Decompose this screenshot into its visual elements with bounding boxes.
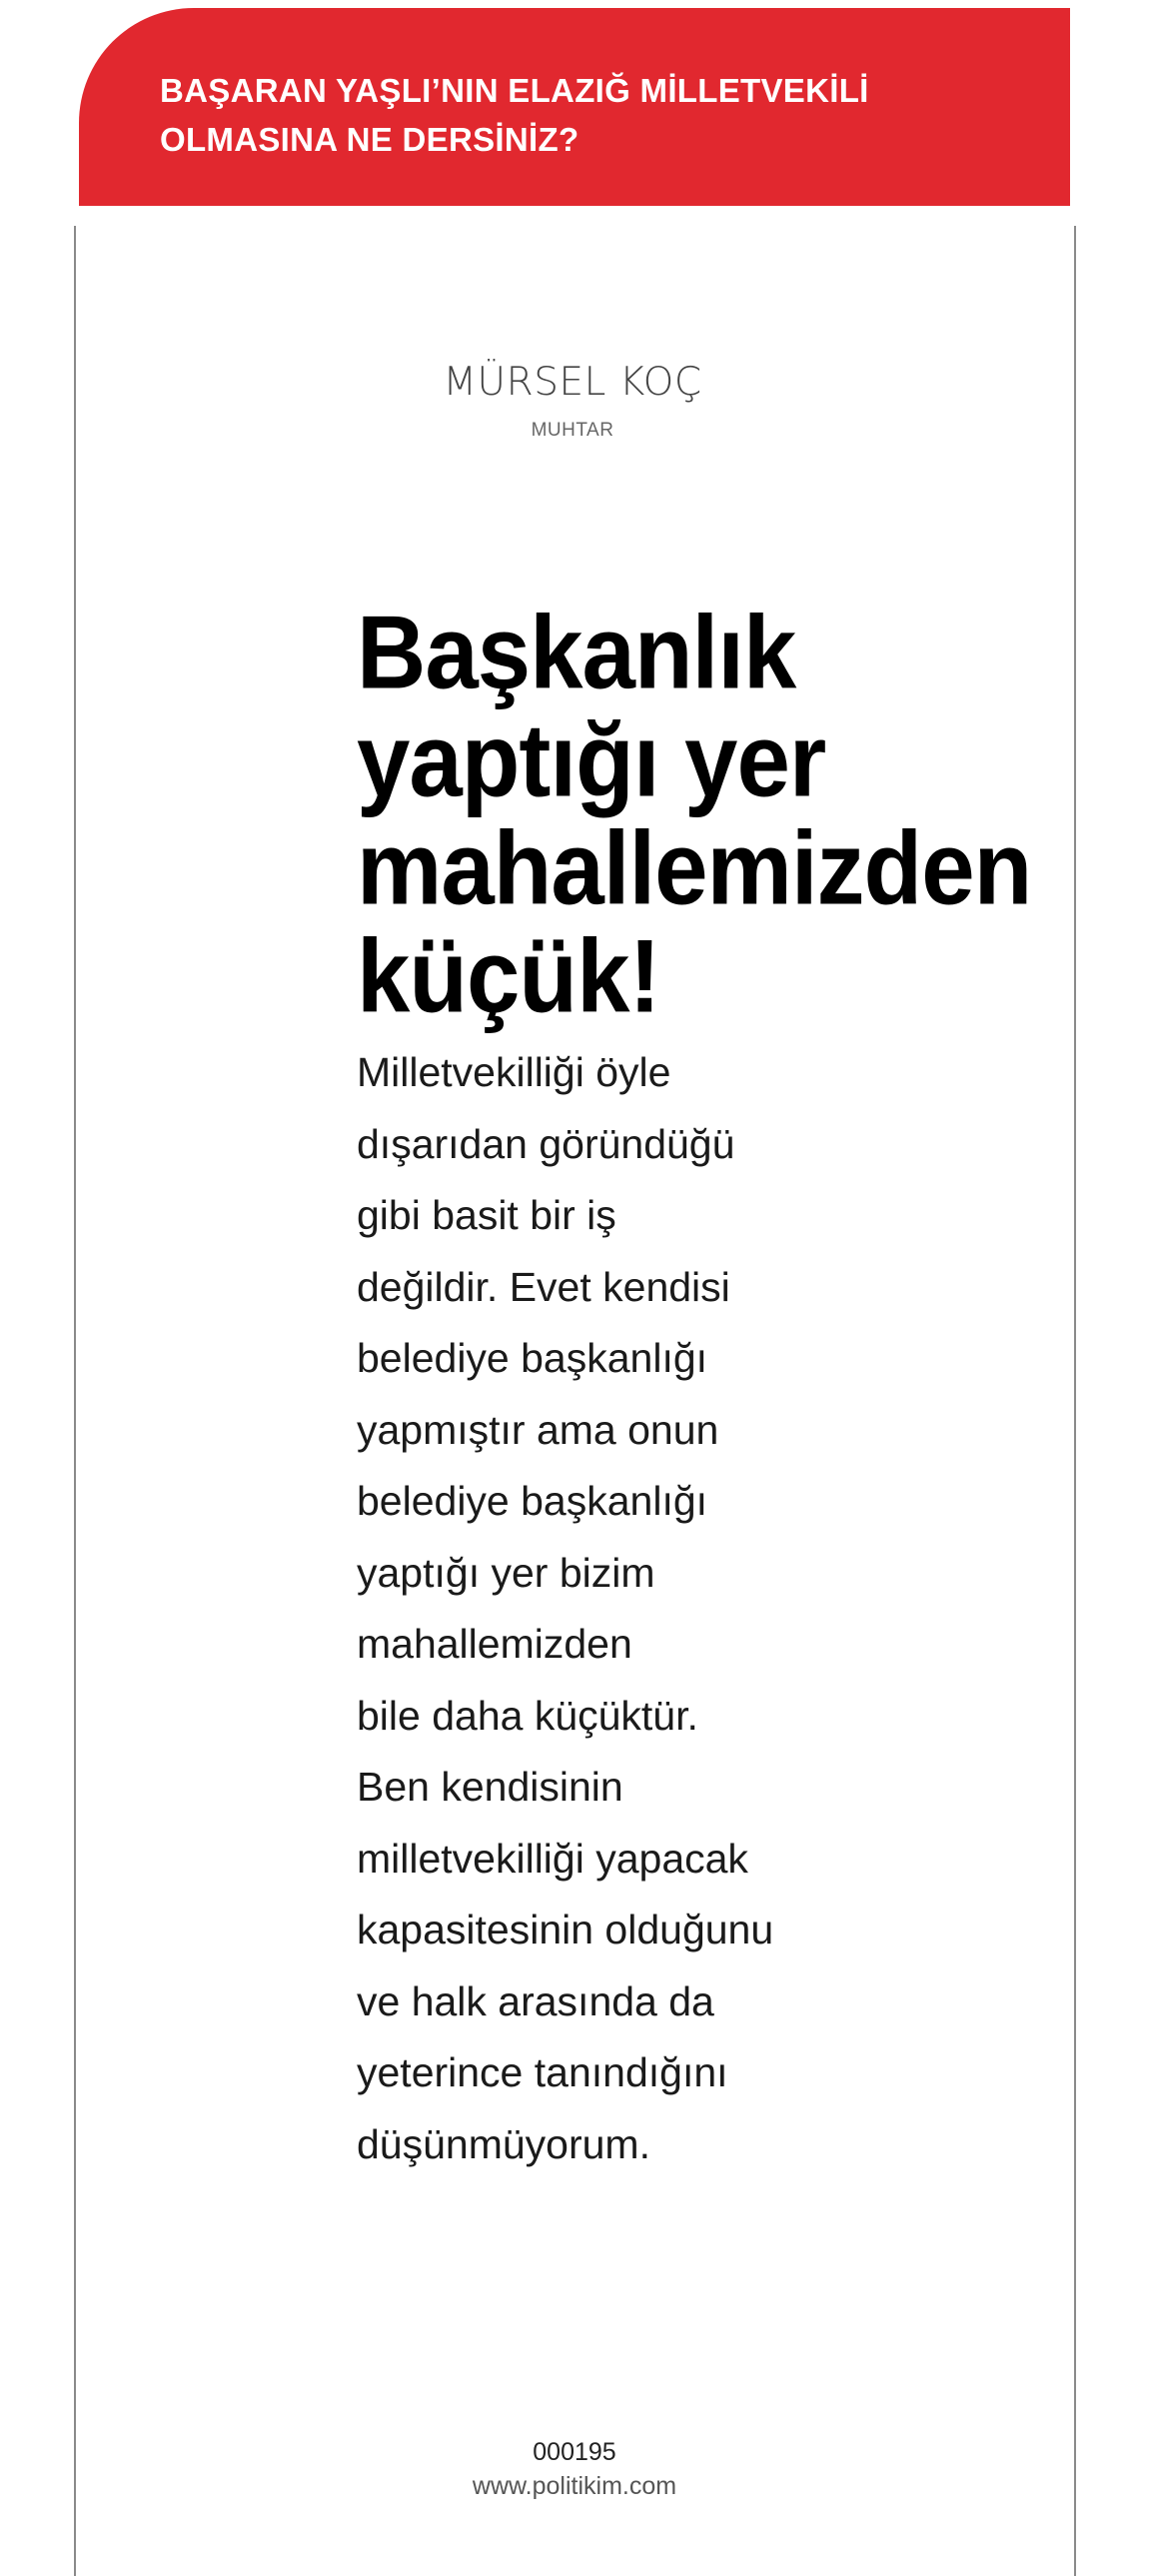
body-line: gibi basit bir iş [357,1192,616,1238]
body-line: yeterince tanındığını [357,2049,728,2095]
banner-question: BAŞARAN YAŞLI’NIN ELAZIĞ MİLLETVEKİLİ OLMASINA NE DERSİNİZ? [160,72,869,158]
body-line: milletvekilliği yapacak [357,1835,748,1882]
body-line: belediye başkanlığı [357,1478,708,1524]
body-line: Ben kendisinin [357,1764,623,1810]
body-line: Milletvekilliği öyle [357,1049,671,1095]
body-line: kapasitesinin olduğunu [357,1907,774,1952]
person-name: MÜRSEL KOÇ [443,360,702,405]
body-line: yaptığı yer bizim [357,1549,655,1596]
question-banner [79,8,1070,206]
body-line: belediye başkanlığı [357,1335,708,1381]
person-role: MUHTAR [531,420,614,441]
body-line: bile daha küçüktür. [357,1692,698,1739]
body-line: dışarıdan göründüğü [357,1120,735,1167]
headline: Başkanlık yaptığı yer mahallemizden küçük! [357,595,1032,1035]
body-line: düşünmüyorum. [357,2120,650,2167]
footer-code: 000195 [533,2438,616,2466]
body-line: mahallemizden [357,1621,632,1667]
body-line: ve halk arasında da [357,1977,714,2024]
body-text [357,1037,826,2180]
body-line: yapmıştır ama onun [357,1406,719,1453]
body-line: değildir. Evet kendisi [357,1263,730,1310]
footer-url: www.politikim.com [472,2472,677,2500]
